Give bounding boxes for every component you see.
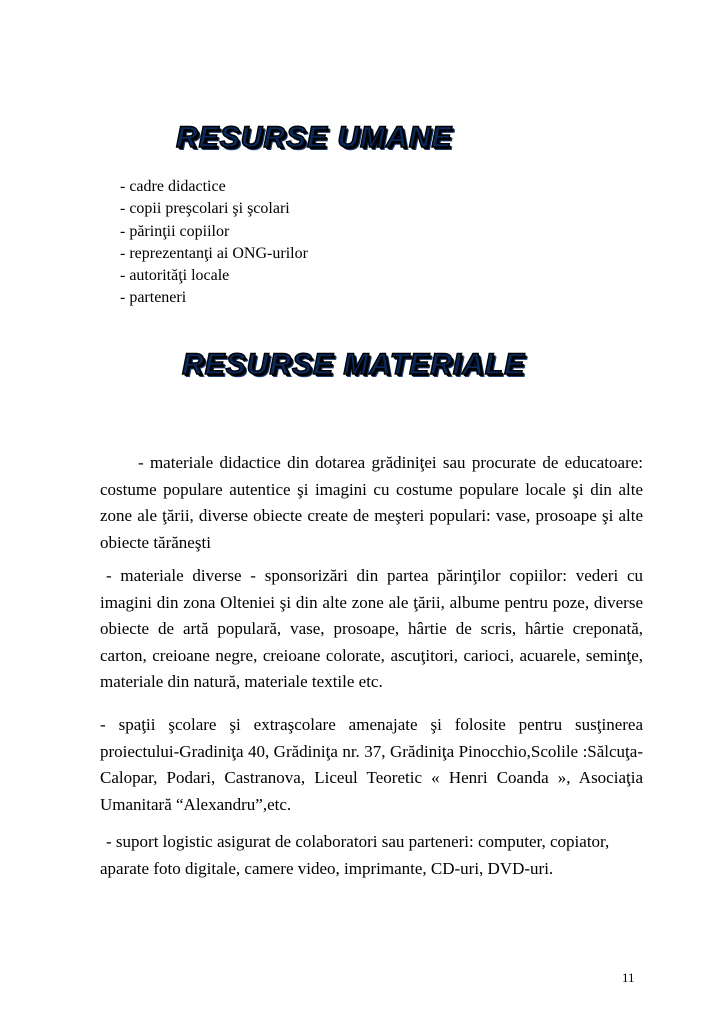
list-item: - părinţii copiilor xyxy=(120,222,230,240)
paragraph-school-spaces: - spaţii şcolare şi extraşcolare amenajate şi folosite pentru susţinerea proiectului-Gradiniţa 40, Grădiniţa nr. 37, Grădiniţa Pinocchio,Scolile :Sălcuţa-Calopar, Podari, Castranova, Liceul Teoretic « Henri Coanda », Asociaţia Umanitară “Alexandru”,etc. xyxy=(100,715,643,814)
heading-material-resources: RESURSE MATERIALE xyxy=(182,348,526,381)
paragraph-didactic-materials: - materiale didactice din dotarea grădiniţei sau procurate de educatoare: costume populare autentice şi imagini cu costume populare locale şi din alte zone ale ţării, diverse obiecte create de meşteri populari: vase, prosoape şi alte obiecte tărăneşti xyxy=(100,453,643,552)
list-item: - copii preşcolari şi şcolari xyxy=(120,200,290,218)
page-number: 11 xyxy=(622,970,635,985)
paragraph-logistic-support: - suport logistic asigurat de colaboratori sau parteneri: computer, copiator, aparate foto digitale, camere video, imprimante, CD-uri, DVD-uri. xyxy=(100,832,610,878)
list-item: - parteneri xyxy=(120,289,187,307)
human-resources-list xyxy=(120,176,308,310)
list-item: - cadre didactice xyxy=(120,178,226,195)
paragraph-sponsorships: - materiale diverse - sponsorizări din partea părinţilor copiilor: vederi cu imagini din zona Olteniei şi din alte zone ale ţării, albume pentru poze, diverse obiecte de artă populară, vase, prosoape, hârtie de scris, hârtie creponată, carton, creioane negre, creioane colorate, ascuţitori, carioci, acuarele, seminţe, materiale din natură, materiale textile etc. xyxy=(100,566,643,691)
list-item: - reprezentanţi ai ONG-urilor xyxy=(120,244,308,262)
list-item: - autorităţi locale xyxy=(120,267,230,285)
heading-human-resources: RESURSE UMANE xyxy=(176,121,453,154)
